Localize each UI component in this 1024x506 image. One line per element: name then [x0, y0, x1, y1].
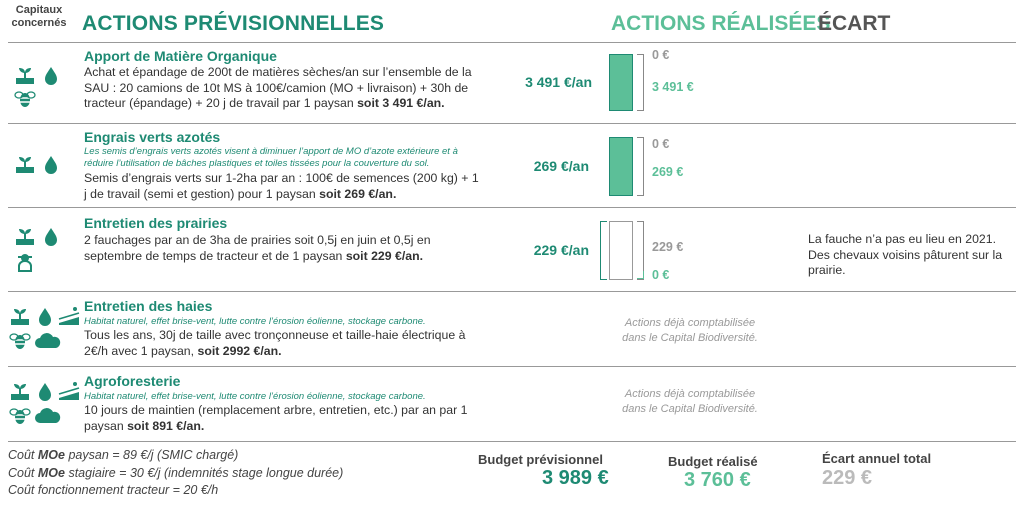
field-icon	[58, 380, 80, 402]
row-title: Agroforesterie	[84, 373, 181, 389]
cost-line-tracteur: Coût fonctionnement tracteur = 20 €/h	[8, 483, 219, 497]
row-title: Entretien des prairies	[84, 215, 228, 231]
realized-value: 269 €	[652, 165, 684, 179]
row-note: Les semis d’engrais verts azotés visent à diminuer l’apport de MO d’azote extérieure et à réduire l’utilisation de bâches plastiques et toiles tissées pour la couverture du sol.	[84, 146, 458, 169]
bracket	[637, 137, 644, 196]
cloud-icon	[34, 330, 62, 352]
water-drop-icon	[40, 64, 62, 86]
realized-amount: 3 491 €/an	[525, 74, 592, 90]
gap-value: 0 €	[652, 48, 670, 62]
row-entretien-haies	[0, 291, 1024, 366]
gap-value: 229 €	[652, 240, 684, 254]
row-entretien-prairies	[0, 207, 1024, 291]
row-note: Habitat naturel, effet brise-vent, lutte contre l’érosion éolienne, stockage carbone.	[84, 391, 426, 402]
actions-realisees-heading: ACTIONS RÉALISÉES	[611, 12, 831, 35]
field-icon	[58, 305, 80, 327]
realized-bar	[609, 137, 633, 196]
cloud-icon	[34, 405, 62, 427]
row-title: Entretien des haies	[84, 298, 213, 314]
row-agroforesterie	[0, 366, 1024, 441]
row-engrais-verts	[0, 123, 1024, 207]
realized-amount: 269 €/an	[533, 158, 589, 174]
row-title: Apport de Matière Organique	[84, 48, 277, 64]
bracket	[600, 221, 607, 280]
bracket	[637, 271, 644, 279]
row-note: Habitat naturel, effet brise-vent, lutte contre l’érosion éolienne, stockage carbone.	[84, 316, 426, 327]
cost-line-stagiaire: Coût MOe stagiaire = 30 €/j (indemnités stage longue durée)	[8, 465, 344, 480]
water-drop-icon	[34, 305, 56, 327]
already-counted-note: Actions déjà comptabilisée dans le Capital Biodiversité.	[622, 388, 758, 415]
budget-prev-label: Budget prévisionnel	[478, 452, 603, 467]
plant-icon	[14, 64, 36, 86]
plant-icon	[9, 380, 31, 402]
row-body: 2 fauchages par an de 3ha de prairies soit 0,5j en juin et 0,5j en septembre de temps de tracteur et de 1 paysan soit 229 €/an.	[84, 233, 431, 263]
water-drop-icon	[40, 225, 62, 247]
divider	[8, 441, 1016, 442]
footer-costs	[8, 447, 343, 500]
row-body: Tous les ans, 30j de taille avec tronçonneuse et taille-haie électrique à 2€/h avec 1 paysan, soit 2992 €/an.	[84, 328, 466, 358]
plant-icon	[9, 305, 31, 327]
row-body: Achat et épandage de 200t de matières sèches/an sur l’ensemble de la SAU : 20 camions de 10t MS à 100€/camion (MO + livraison) + 30h de tracteur (épandage) + 20 j de travail par 1 paysan soit 3 491 €/an.	[84, 65, 472, 110]
ecart-total-label: Écart annuel total	[822, 451, 932, 466]
row-body: Semis d’engrais verts sur 1-2ha par an : 100€ de semences (200 kg) + 1 j de travail (semi et gestion) pour 1 paysan soit 269 €/an.	[84, 171, 479, 201]
realized-bar	[609, 54, 633, 111]
realized-bar	[609, 221, 633, 280]
actions-previsionnelles-heading: ACTIONS PRÉVISIONNELLES	[82, 12, 385, 35]
ecart-total-value: 229 €	[822, 467, 873, 489]
realized-value: 3 491 €	[652, 80, 694, 94]
realized-amount: 229 €/an	[533, 242, 589, 258]
budget-prev-value: 3 989 €	[542, 467, 609, 489]
realized-bar-fill	[610, 138, 632, 195]
plant-icon	[14, 153, 36, 175]
ecart-heading: ÉCART	[818, 12, 891, 35]
capitaux-label: Capitaux concernés	[11, 4, 67, 29]
bee-icon	[14, 88, 36, 110]
row-apport-matiere-organique	[0, 42, 1024, 123]
water-drop-icon	[40, 153, 62, 175]
row-body: 10 jours de maintien (remplacement arbre, entretien, etc.) par an par 1 paysan soit 891 €/an.	[84, 403, 468, 433]
realized-bar-fill	[610, 55, 632, 110]
farmer-icon	[14, 251, 36, 273]
gap-value: 0 €	[652, 137, 670, 151]
bracket	[637, 54, 644, 111]
realized-value: 0 €	[652, 268, 670, 282]
bee-icon	[9, 330, 31, 352]
budget-real-value: 3 760 €	[684, 469, 751, 491]
bee-icon	[9, 405, 31, 427]
budget-real-label: Budget réalisé	[668, 454, 758, 469]
water-drop-icon	[34, 380, 56, 402]
ecart-note: La fauche n’a pas eu lieu en 2021. Des chevaux voisins pâturent sur la prairie.	[808, 232, 1003, 277]
cost-line-paysan: Coût MOe paysan = 89 €/j (SMIC chargé)	[8, 448, 239, 462]
row-title: Engrais verts azotés	[84, 129, 221, 145]
already-counted-note: Actions déjà comptabilisée dans le Capital Biodiversité.	[622, 317, 758, 344]
plant-icon	[14, 225, 36, 247]
